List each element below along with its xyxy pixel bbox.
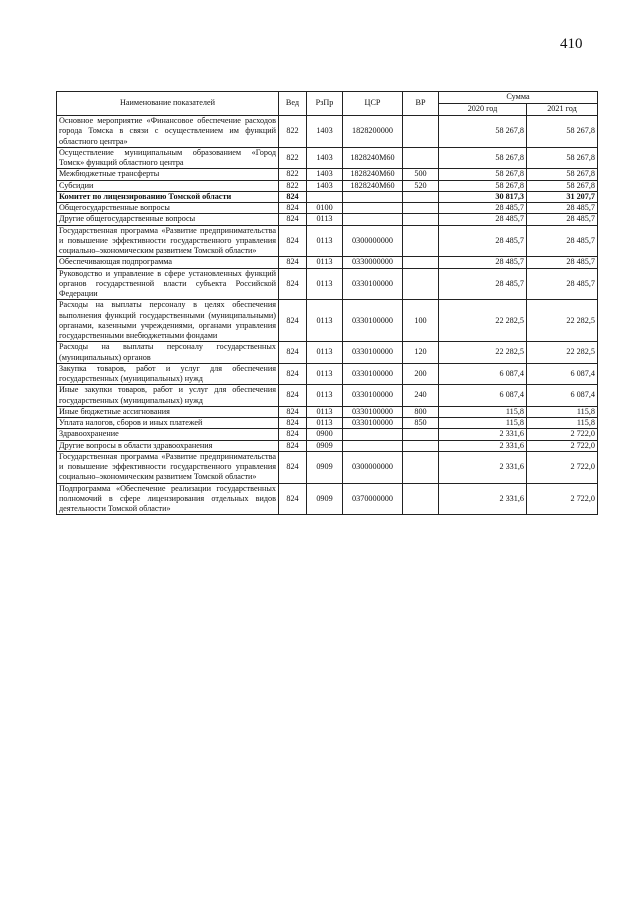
cell-csr: 1828240М60 <box>343 147 403 169</box>
cell-rzpr <box>307 191 343 202</box>
cell-rzpr: 0113 <box>307 268 343 300</box>
cell-csr: 0330100000 <box>343 300 403 342</box>
cell-csr: 0370000000 <box>343 483 403 515</box>
cell-rzpr: 0909 <box>307 483 343 515</box>
cell-2021: 58 267,8 <box>527 147 598 169</box>
cell-rzpr: 0900 <box>307 429 343 440</box>
cell-2021: 6 087,4 <box>527 363 598 385</box>
cell-ved: 824 <box>279 225 307 257</box>
table-row <box>57 483 598 515</box>
cell-2021: 31 207,7 <box>527 191 598 202</box>
table-row <box>57 147 598 169</box>
cell-2020: 22 282,5 <box>439 342 527 364</box>
cell-name: Субсидии <box>57 180 279 191</box>
table-row <box>57 214 598 225</box>
cell-rzpr: 1403 <box>307 147 343 169</box>
cell-ved: 824 <box>279 268 307 300</box>
budget-table <box>56 91 598 515</box>
cell-ved: 824 <box>279 385 307 407</box>
cell-csr: 0330100000 <box>343 268 403 300</box>
cell-vr: 500 <box>403 169 439 180</box>
cell-2020: 28 485,7 <box>439 268 527 300</box>
cell-ved: 824 <box>279 214 307 225</box>
cell-2021: 58 267,8 <box>527 180 598 191</box>
cell-2021: 2 722,0 <box>527 483 598 515</box>
cell-rzpr: 0113 <box>307 418 343 429</box>
cell-vr <box>403 429 439 440</box>
cell-ved: 824 <box>279 257 307 268</box>
cell-2021: 2 722,0 <box>527 429 598 440</box>
cell-rzpr: 0113 <box>307 342 343 364</box>
cell-csr: 0330100000 <box>343 406 403 417</box>
cell-name: Осуществление муниципальным образованием «Город Томск» функций областного центра <box>57 147 279 169</box>
cell-2020: 30 817,3 <box>439 191 527 202</box>
cell-vr <box>403 116 439 148</box>
cell-2020: 2 331,6 <box>439 429 527 440</box>
cell-2020: 58 267,8 <box>439 116 527 148</box>
cell-csr: 0330000000 <box>343 257 403 268</box>
cell-2021: 28 485,7 <box>527 225 598 257</box>
table-row <box>57 268 598 300</box>
cell-ved: 824 <box>279 203 307 214</box>
cell-rzpr: 0100 <box>307 203 343 214</box>
cell-vr <box>403 268 439 300</box>
cell-csr: 0330100000 <box>343 385 403 407</box>
cell-ved: 822 <box>279 169 307 180</box>
cell-vr <box>403 451 439 483</box>
header-sum: Сумма <box>439 92 598 104</box>
cell-csr <box>343 214 403 225</box>
table-row <box>57 180 598 191</box>
cell-vr: 240 <box>403 385 439 407</box>
header-name: Наименование показателей <box>57 92 279 116</box>
cell-vr <box>403 203 439 214</box>
header-vr: ВР <box>403 92 439 116</box>
cell-2020: 28 485,7 <box>439 225 527 257</box>
header-ved: Вед <box>279 92 307 116</box>
cell-ved: 824 <box>279 406 307 417</box>
cell-csr: 0300000000 <box>343 451 403 483</box>
header-year-2020: 2020 год <box>439 104 527 116</box>
cell-name: Подпрограмма «Обеспечение реализации государственных полномочий в сфере лицензирования отдельных видов деятельности Томской области» <box>57 483 279 515</box>
cell-rzpr: 0909 <box>307 451 343 483</box>
cell-rzpr: 1403 <box>307 116 343 148</box>
cell-2020: 58 267,8 <box>439 180 527 191</box>
cell-2021: 28 485,7 <box>527 268 598 300</box>
header-csr: ЦСР <box>343 92 403 116</box>
cell-ved: 824 <box>279 451 307 483</box>
table-row <box>57 429 598 440</box>
cell-2021: 2 722,0 <box>527 440 598 451</box>
table-row <box>57 342 598 364</box>
cell-ved: 824 <box>279 363 307 385</box>
cell-2020: 28 485,7 <box>439 203 527 214</box>
cell-ved: 822 <box>279 116 307 148</box>
cell-ved: 824 <box>279 300 307 342</box>
cell-2020: 2 331,6 <box>439 483 527 515</box>
cell-rzpr: 0113 <box>307 363 343 385</box>
cell-name: Обеспечивающая подпрограмма <box>57 257 279 268</box>
cell-csr: 0300000000 <box>343 225 403 257</box>
cell-2020: 58 267,8 <box>439 169 527 180</box>
cell-2020: 6 087,4 <box>439 363 527 385</box>
cell-vr <box>403 257 439 268</box>
cell-2020: 115,8 <box>439 406 527 417</box>
table-row <box>57 406 598 417</box>
cell-name: Иные бюджетные ассигнования <box>57 406 279 417</box>
cell-vr: 520 <box>403 180 439 191</box>
cell-ved: 824 <box>279 342 307 364</box>
cell-2020: 2 331,6 <box>439 451 527 483</box>
table-row <box>57 169 598 180</box>
cell-vr: 850 <box>403 418 439 429</box>
cell-2020: 58 267,8 <box>439 147 527 169</box>
table-row <box>57 191 598 202</box>
cell-rzpr: 0113 <box>307 300 343 342</box>
cell-name: Здравоохранение <box>57 429 279 440</box>
cell-ved: 824 <box>279 418 307 429</box>
cell-2021: 28 485,7 <box>527 203 598 214</box>
cell-2020: 6 087,4 <box>439 385 527 407</box>
cell-name: Государственная программа «Развитие предпринимательства и повышение эффективности государственного управления социально–экономическим развитием Томской области» <box>57 451 279 483</box>
cell-name: Другие вопросы в области здравоохранения <box>57 440 279 451</box>
cell-2021: 58 267,8 <box>527 169 598 180</box>
cell-vr: 800 <box>403 406 439 417</box>
header-year-2021: 2021 год <box>527 104 598 116</box>
table-row <box>57 300 598 342</box>
header-rzpr: РзПр <box>307 92 343 116</box>
cell-name: Государственная программа «Развитие предпринимательства и повышение эффективности государственного управления социально–экономическим развитием Томской области» <box>57 225 279 257</box>
cell-rzpr: 0113 <box>307 385 343 407</box>
cell-vr <box>403 147 439 169</box>
cell-name: Межбюджетные трансферты <box>57 169 279 180</box>
cell-ved: 822 <box>279 147 307 169</box>
cell-csr: 0330100000 <box>343 418 403 429</box>
table-row <box>57 225 598 257</box>
cell-2021: 115,8 <box>527 406 598 417</box>
cell-name: Расходы на выплаты персоналу государственных (муниципальных) органов <box>57 342 279 364</box>
table-row <box>57 363 598 385</box>
cell-csr <box>343 203 403 214</box>
cell-2021: 6 087,4 <box>527 385 598 407</box>
cell-ved: 822 <box>279 180 307 191</box>
cell-csr: 1828240М60 <box>343 169 403 180</box>
table-row <box>57 385 598 407</box>
cell-rzpr: 0909 <box>307 440 343 451</box>
cell-vr <box>403 225 439 257</box>
cell-name: Комитет по лицензированию Томской области <box>57 191 279 202</box>
cell-csr: 0330100000 <box>343 363 403 385</box>
cell-2021: 28 485,7 <box>527 214 598 225</box>
cell-csr <box>343 191 403 202</box>
table-row <box>57 116 598 148</box>
cell-ved: 824 <box>279 191 307 202</box>
cell-csr: 1828200000 <box>343 116 403 148</box>
cell-2020: 115,8 <box>439 418 527 429</box>
cell-2021: 22 282,5 <box>527 300 598 342</box>
cell-vr <box>403 483 439 515</box>
table-row <box>57 451 598 483</box>
cell-csr: 1828240М60 <box>343 180 403 191</box>
cell-csr: 0330100000 <box>343 342 403 364</box>
cell-2020: 2 331,6 <box>439 440 527 451</box>
cell-csr <box>343 440 403 451</box>
cell-2020: 28 485,7 <box>439 214 527 225</box>
cell-vr: 100 <box>403 300 439 342</box>
cell-2021: 2 722,0 <box>527 451 598 483</box>
cell-name: Основное мероприятие «Финансовое обеспечение расходов города Томска в связи с осуществлением им функций областного центра» <box>57 116 279 148</box>
cell-vr <box>403 440 439 451</box>
cell-name: Общегосударственные вопросы <box>57 203 279 214</box>
page-number: 410 <box>560 36 583 52</box>
cell-rzpr: 0113 <box>307 406 343 417</box>
cell-ved: 824 <box>279 429 307 440</box>
table-row <box>57 418 598 429</box>
table-body <box>57 116 598 515</box>
cell-rzpr: 0113 <box>307 214 343 225</box>
cell-ved: 824 <box>279 483 307 515</box>
cell-name: Иные закупки товаров, работ и услуг для обеспечения государственных (муниципальных) нужд <box>57 385 279 407</box>
cell-2021: 22 282,5 <box>527 342 598 364</box>
table-row <box>57 440 598 451</box>
table-row <box>57 203 598 214</box>
cell-vr <box>403 191 439 202</box>
cell-rzpr: 0113 <box>307 257 343 268</box>
cell-name: Другие общегосударственные вопросы <box>57 214 279 225</box>
cell-vr: 120 <box>403 342 439 364</box>
cell-2021: 28 485,7 <box>527 257 598 268</box>
cell-2020: 28 485,7 <box>439 257 527 268</box>
cell-ved: 824 <box>279 440 307 451</box>
cell-vr <box>403 214 439 225</box>
cell-vr: 200 <box>403 363 439 385</box>
table-row <box>57 257 598 268</box>
cell-rzpr: 1403 <box>307 169 343 180</box>
cell-name: Расходы на выплаты персоналу в целях обеспечения выполнения функций государственными (муниципальными) органами, казенными учреждениями, органами управления государственными внебюджетными фондами <box>57 300 279 342</box>
cell-name: Закупка товаров, работ и услуг для обеспечения государственных (муниципальных) нужд <box>57 363 279 385</box>
cell-2020: 22 282,5 <box>439 300 527 342</box>
cell-2021: 58 267,8 <box>527 116 598 148</box>
cell-csr <box>343 429 403 440</box>
cell-rzpr: 0113 <box>307 225 343 257</box>
cell-rzpr: 1403 <box>307 180 343 191</box>
cell-2021: 115,8 <box>527 418 598 429</box>
cell-name: Уплата налогов, сборов и иных платежей <box>57 418 279 429</box>
cell-name: Руководство и управление в сфере установленных функций органов государственной власти субъекта Российской Федерации <box>57 268 279 300</box>
